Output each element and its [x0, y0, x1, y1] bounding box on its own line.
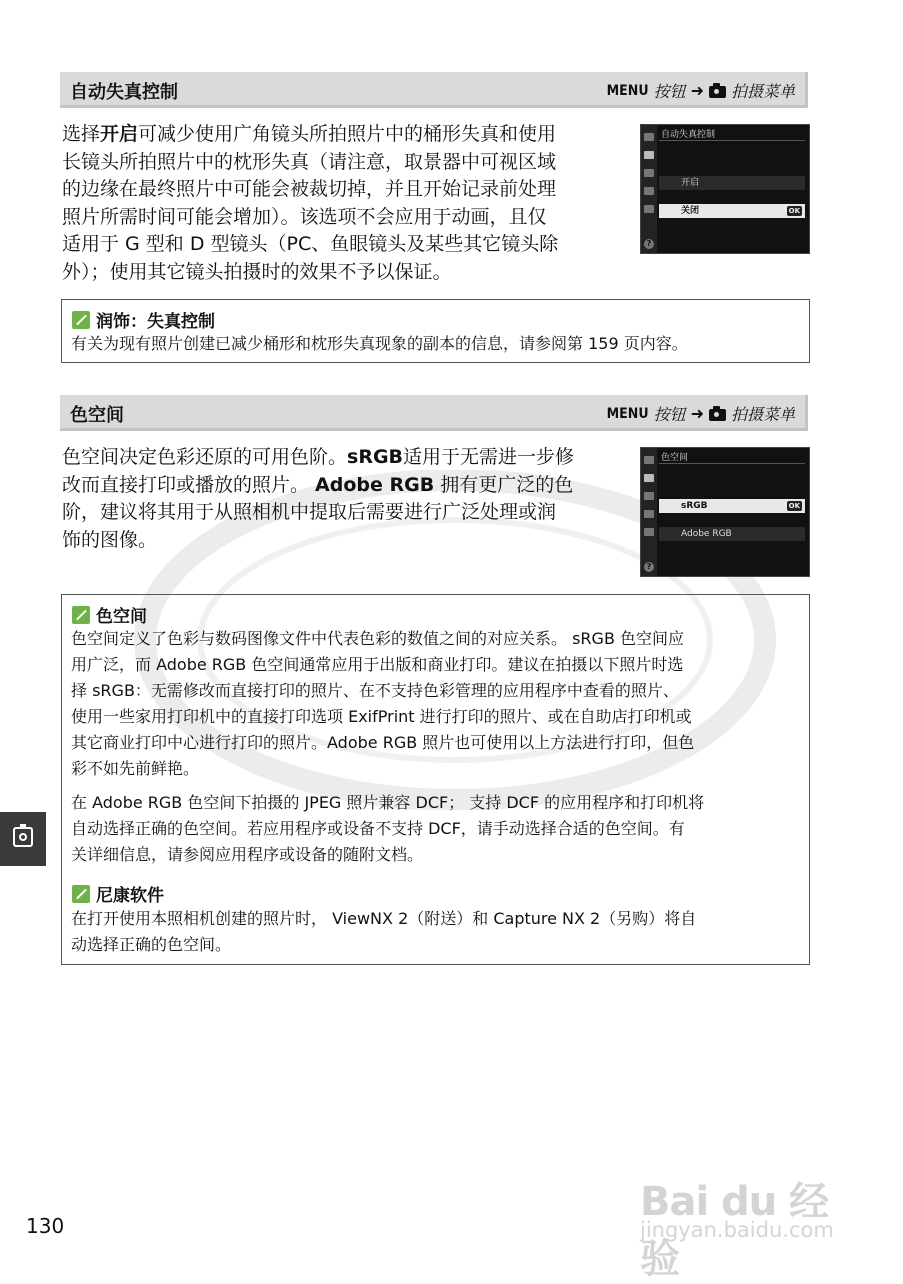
menu-label: MENU — [606, 405, 649, 422]
text-line: 用广泛，而 Adobe RGB 色空间通常应用于出版和商业打印。建议在拍摄以下照片时选 — [71, 655, 684, 674]
note-title: 色空间 — [72, 602, 147, 627]
pencil-icon — [72, 885, 90, 903]
page-number: 130 — [26, 1214, 65, 1238]
note-paragraph — [71, 626, 801, 782]
camera-screen-color-space — [640, 447, 810, 577]
text-line: 长镜头所拍照片中的枕形失真（请注意，取景器中可视区域 — [62, 150, 557, 173]
menu-path — [607, 402, 795, 425]
section-title: 色空间 — [70, 405, 124, 426]
section-header-color-space — [60, 395, 808, 431]
help-icon: ? — [644, 562, 654, 572]
screen-title: 自动失真控制 — [661, 130, 716, 140]
text-line: 在 Adobe RGB 色空间下拍摄的 JPEG 照片兼容 DCF； 支持 DCF 的应用程序和打印机将 — [71, 793, 705, 812]
pencil-icon — [72, 606, 90, 624]
section-body-distortion — [62, 121, 630, 286]
text-line: 关详细信息，请参阅应用程序或设备的随附文档。 — [71, 845, 424, 864]
text-line: 自动选择正确的色空间。若应用程序或设备不支持 DCF，请手动选择合适的色空间。有 — [71, 819, 685, 838]
button-label: 按钮 — [653, 405, 686, 424]
shooting-menu-label: 拍摄菜单 — [730, 82, 795, 101]
note-retouch — [61, 299, 810, 363]
menu-tab-bar — [641, 125, 657, 253]
text-line: 选择开启可减少使用广角镜头所拍照片中的桶形失真和使用 — [62, 123, 557, 145]
section-body-color-space — [62, 444, 630, 554]
text-line: 饰的图像。 — [62, 528, 158, 551]
screen-title: 色空间 — [661, 453, 689, 463]
text-line: 择 sRGB：无需修改而直接打印的照片、在不支持色彩管理的应用程序中查看的照片、 — [71, 681, 679, 700]
text-line: 其它商业打印中心进行打印的照片。Adobe RGB 照片也可使用以上方法进行打印，但色 — [71, 733, 695, 752]
arrow-icon: ➜ — [690, 404, 704, 423]
button-label: 按钮 — [653, 82, 686, 101]
camera-icon — [709, 409, 726, 421]
arrow-icon: ➜ — [690, 81, 704, 100]
note-text: 有关为现有照片创建已减少桶形和枕形失真现象的副本的信息，请参阅第 159 页内容。 — [71, 334, 688, 353]
text-line: 使用一些家用打印机中的直接打印选项 ExifPrint 进行打印的照片、或在自助店打印机或 — [71, 707, 692, 726]
text-line: 的边缘在最终照片中可能会被裁切掉，并且开始记录前处理 — [62, 178, 557, 200]
section-header-distortion — [60, 72, 808, 108]
note-color-space — [61, 594, 810, 965]
baidu-watermark — [640, 1170, 860, 1282]
note-title-software: 尼康软件 — [72, 881, 164, 906]
text-line: 改而直接打印或播放的照片。 Adobe RGB 拥有更广泛的色 — [62, 473, 574, 496]
note-paragraph — [71, 790, 801, 868]
text-line: 适用于 G 型和 D 型镜头（PC、鱼眼镜头及某些其它镜头除 — [62, 233, 559, 255]
text-line: 色空间决定色彩还原的可用色阶。sRGB适用于无需进一步修 — [62, 446, 575, 468]
ok-badge: OK — [788, 502, 800, 510]
camera-screen-distortion — [640, 124, 810, 254]
ok-badge: OK — [788, 207, 800, 215]
note-paragraph — [71, 906, 801, 958]
text-line: 动选择正确的色空间。 — [71, 935, 232, 954]
option-adobe-rgb: Adobe RGB — [659, 527, 805, 541]
text-line: 彩不如先前鲜艳。 — [71, 759, 200, 778]
text-line: 阶，建议将其用于从照相机中提取后需要进行广泛处理或润 — [62, 501, 557, 523]
menu-label: MENU — [606, 82, 649, 99]
note-title: 润饰：失真控制 — [72, 307, 215, 332]
section-title: 自动失真控制 — [70, 82, 178, 103]
option-srgb: sRGB OK — [659, 499, 805, 513]
menu-tab-bar — [641, 448, 657, 576]
shooting-menu-side-tab — [0, 812, 46, 866]
pencil-icon — [72, 311, 90, 329]
option-on: 开启 — [659, 176, 805, 190]
option-off: 关闭 OK — [659, 204, 805, 218]
text-line: 外）；使用其它镜头拍摄时的效果不予以保证。 — [62, 260, 452, 283]
text-line: 色空间定义了色彩与数码图像文件中代表色彩的数值之间的对应关系。 sRGB 色空间应 — [71, 629, 685, 648]
help-icon: ? — [644, 239, 654, 249]
shooting-menu-label: 拍摄菜单 — [730, 405, 795, 424]
text-line: 照片所需时间可能会增加）。该选项不会应用于动画，且仅 — [62, 205, 547, 228]
camera-icon — [13, 827, 33, 847]
baidu-url: jingyan.baidu.com — [640, 1218, 834, 1242]
camera-icon — [709, 86, 726, 98]
menu-path — [607, 79, 795, 102]
text-line: 在打开使用本照相机创建的照片时， ViewNX 2（附送）和 Capture NX 2（另购）将自 — [71, 909, 697, 928]
baidu-logo: Bai du 经验 — [640, 1179, 829, 1282]
